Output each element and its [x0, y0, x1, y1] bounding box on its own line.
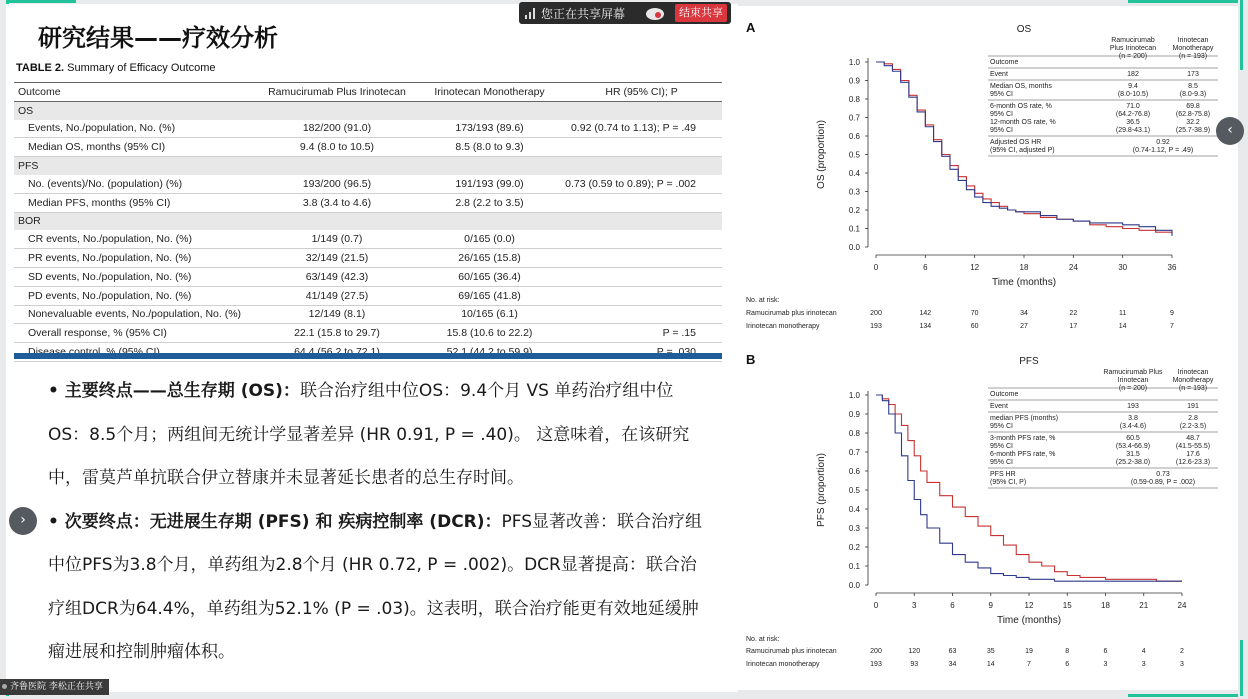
x-tick-label: 18	[1019, 263, 1029, 272]
inset-value: 32.2	[1186, 119, 1200, 126]
table-cell: 1/149 (0.7)	[256, 230, 418, 248]
table-cell: 0.73 (0.59 to 0.89); P = .002	[561, 175, 722, 193]
share-status-text: 您正在共享屏幕	[541, 7, 626, 21]
inset-value: (41.5-55.5)	[1175, 443, 1211, 450]
inset-col-header: Ramucirumab Plus	[1103, 369, 1163, 376]
inset-value: (8.0-9.3)	[1179, 91, 1207, 98]
table-cell: Events, No./population, No. (%)	[14, 120, 256, 138]
table-section-row	[14, 157, 722, 175]
x-tick-label: 15	[1062, 601, 1072, 610]
risk-value: 34	[948, 661, 957, 668]
inset-value: 69.8	[1186, 103, 1200, 110]
inset-value: 182	[1127, 71, 1139, 78]
y-tick-label: 0.6	[848, 467, 860, 476]
inset-value: 17.6	[1186, 451, 1200, 458]
table-cell: 32/149 (21.5)	[256, 249, 418, 268]
table-cell	[561, 286, 722, 305]
table-cell: OS	[14, 101, 256, 119]
bullet-item	[48, 370, 708, 501]
inset-row-label: Outcome	[990, 59, 1019, 66]
inset-row-label: PFS HR	[990, 471, 1016, 478]
risk-value: 63	[948, 648, 957, 655]
table-row	[14, 193, 722, 212]
table-cell: 191/193 (99.0)	[418, 175, 561, 193]
risk-value: 2	[1180, 648, 1184, 655]
bullet-item	[48, 501, 708, 675]
inset-value: (29.8-43.1)	[1115, 127, 1151, 134]
table-cell: 193/200 (96.5)	[256, 175, 418, 193]
table-cell: PR events, No./population, No. (%)	[14, 249, 256, 268]
inset-row-label: 95% CI	[990, 91, 1013, 98]
corner-accent	[1240, 640, 1243, 696]
risk-table-title: No. at risk:	[746, 636, 780, 643]
table-cell	[561, 212, 722, 230]
inset-row-label: 95% CI	[990, 127, 1013, 134]
inset-value: (2.2-3.5)	[1179, 423, 1207, 430]
risk-value: 200	[870, 310, 882, 317]
y-tick-label: 0.7	[848, 448, 860, 457]
y-tick-label: 1.0	[848, 58, 860, 67]
x-tick-label: 24	[1177, 601, 1187, 610]
risk-value: 3	[1141, 661, 1146, 668]
y-tick-label: 0.6	[848, 132, 860, 141]
corner-accent	[6, 0, 76, 3]
table-cell: 12/149 (8.1)	[256, 305, 418, 324]
column-header: Irinotecan Monotherapy	[418, 83, 561, 102]
bullet-text: 联合治疗组中位OS：9.4个月 VS 单药治疗组中位OS：8.5个月；两组间无统计学显著差异 (HR 0.91, P = .40)。 这意味着，在该研究中，雷莫芦单抗联合伊立替康并未显著延长患者的总生存时间。	[48, 381, 690, 488]
corner-accent	[1128, 0, 1238, 3]
table-cell: 9.4 (8.0 to 10.5)	[256, 138, 418, 157]
inset-value: 3.8	[1128, 415, 1138, 422]
y-tick-label: 0.4	[848, 169, 860, 178]
inset-col-header: (n = 193)	[1178, 385, 1208, 392]
bullet-heading: • 次要终点：无进展生存期 (PFS) 和 疾病控制率 (DCR)：	[48, 511, 502, 532]
inset-row-label: (95% CI, adjusted P)	[990, 147, 1055, 154]
table-row	[14, 120, 722, 138]
table-row	[14, 249, 722, 268]
table-cell	[561, 138, 722, 157]
y-tick-label: 0.5	[848, 486, 860, 495]
table-row	[14, 230, 722, 248]
table-cell: Median PFS, months (95% CI)	[14, 193, 256, 212]
inset-value: (25.7-38.9)	[1175, 127, 1211, 134]
table-header-row	[14, 83, 722, 102]
table-row	[14, 286, 722, 305]
inset-value: 9.4	[1128, 83, 1138, 90]
risk-value: 120	[908, 648, 921, 655]
table-row	[14, 175, 722, 193]
x-tick-label: 12	[1024, 601, 1034, 610]
x-tick-label: 30	[1118, 263, 1128, 272]
risk-value: 93	[910, 661, 919, 668]
signal-icon	[525, 7, 537, 19]
efficacy-table	[14, 82, 722, 362]
inset-row-label: 95% CI	[990, 443, 1013, 450]
table-cell	[256, 212, 418, 230]
x-tick-label: 6	[950, 601, 955, 610]
inset-value: 71.0	[1126, 103, 1140, 110]
table-cell: PD events, No./population, No. (%)	[14, 286, 256, 305]
table-cell	[418, 101, 561, 119]
risk-value: 6	[1103, 648, 1108, 655]
risk-value: 7	[1027, 661, 1031, 668]
inset-value: (25.2-38.0)	[1115, 459, 1151, 466]
table-cell: 182/200 (91.0)	[256, 120, 418, 138]
risk-value: 142	[919, 310, 932, 317]
bullet-list	[48, 370, 708, 675]
inset-row-label: (95% CI, P)	[990, 479, 1027, 486]
risk-value: 60	[970, 323, 979, 330]
y-tick-label: 0.4	[848, 505, 860, 514]
table-cell	[561, 101, 722, 119]
x-axis-label: Time (months)	[991, 277, 1057, 288]
risk-value: 6	[1065, 661, 1070, 668]
y-tick-label: 0.0	[848, 243, 860, 252]
risk-value: 22	[1069, 310, 1078, 317]
presenter-label	[0, 679, 109, 695]
table-cell: BOR	[14, 212, 256, 230]
table-row	[14, 305, 722, 324]
risk-value: 3	[1103, 661, 1108, 668]
inset-row-label: 95% CI	[990, 423, 1013, 430]
risk-row-label: Irinotecan monotherapy	[746, 323, 820, 330]
y-tick-label: 0.1	[848, 224, 860, 234]
table-row	[14, 267, 722, 286]
risk-value: 8	[1065, 648, 1070, 655]
inset-row-label: Outcome	[990, 391, 1019, 398]
table-cell	[256, 157, 418, 175]
table-cell: 0.92 (0.74 to 1.13); P = .49	[561, 120, 722, 138]
table-cell	[561, 267, 722, 286]
inset-value: 36.5	[1126, 119, 1140, 126]
y-tick-label: 0.2	[848, 206, 860, 215]
inset-row-label: Median OS, months	[990, 83, 1052, 90]
x-tick-label: 24	[1068, 263, 1078, 272]
risk-value: 11	[1119, 310, 1127, 317]
table-cell: Overall response, % (95% CI)	[14, 324, 256, 343]
x-tick-label: 12	[970, 263, 980, 272]
inset-row-label: Event	[990, 71, 1008, 78]
inset-col-header: (n = 193)	[1178, 53, 1208, 60]
table-cell: CR events, No./population, No. (%)	[14, 230, 256, 248]
inset-row-label: 6-month OS rate, %	[990, 103, 1052, 110]
risk-value: 17	[1069, 323, 1078, 330]
risk-row-label: Ramucirumab plus irinotecan	[746, 648, 837, 655]
table-cell: 10/165 (6.1)	[418, 305, 561, 324]
inset-row-label: 95% CI	[990, 111, 1013, 118]
table-cell: 63/149 (42.3)	[256, 267, 418, 286]
table-cell: 8.5 (8.0 to 9.3)	[418, 138, 561, 157]
table-cell: 26/165 (15.8)	[418, 249, 561, 268]
table-row	[14, 138, 722, 157]
presenter-label-text: 齐鲁医院 李松正在共享	[10, 682, 103, 692]
chart-title: OS	[1016, 24, 1032, 35]
risk-value: 35	[986, 648, 995, 655]
table-cell: 0/165 (0.0)	[418, 230, 561, 248]
inset-value: 0.92	[1156, 139, 1170, 146]
cloud-icon[interactable]	[645, 6, 665, 20]
inset-value: 60.5	[1126, 435, 1140, 442]
screen-share-bar	[519, 2, 731, 24]
inset-col-header: Plus Irinotecan	[1109, 45, 1157, 52]
inset-value: (62.8-75.8)	[1175, 111, 1211, 118]
table-cell: 60/165 (36.4)	[418, 267, 561, 286]
y-tick-label: 0.2	[848, 543, 860, 552]
table-cell: 173/193 (89.6)	[418, 120, 561, 138]
table-cell: Median OS, months (95% CI)	[14, 138, 256, 157]
table-cell: SD events, No./population, No. (%)	[14, 267, 256, 286]
column-header: HR (95% CI); P	[561, 83, 722, 102]
inset-value: (0.59-0.89, P = .002)	[1130, 479, 1196, 486]
y-tick-label: 0.0	[848, 581, 860, 590]
prev-slide-button[interactable]	[9, 507, 37, 535]
x-tick-label: 21	[1139, 601, 1149, 610]
x-tick-label: 9	[988, 601, 993, 610]
column-header: Ramucirumab Plus Irinotecan	[256, 83, 418, 102]
y-tick-label: 0.3	[848, 524, 860, 533]
inset-value: 2.8	[1188, 415, 1198, 422]
end-share-button[interactable]: 结束共享	[675, 4, 727, 22]
inset-value: (64.2-76.8)	[1115, 111, 1151, 118]
inset-col-header: Irinotecan	[1177, 37, 1209, 44]
inset-value: (53.4-66.9)	[1115, 443, 1151, 450]
table-cell	[418, 157, 561, 175]
chevron-right-icon: ›	[20, 512, 26, 528]
table-cell	[561, 157, 722, 175]
table-cell: 15.8 (10.6 to 22.2)	[418, 324, 561, 343]
inset-col-header: (n = 200)	[1118, 53, 1148, 60]
inset-col-header: (n = 200)	[1118, 385, 1148, 392]
inset-col-header: Ramucirumab	[1111, 37, 1155, 44]
table-cell: 2.8 (2.2 to 3.5)	[418, 193, 561, 212]
inset-col-header: Monotherapy	[1172, 377, 1214, 384]
table-cell	[418, 212, 561, 230]
y-tick-label: 0.9	[848, 410, 860, 419]
inset-col-header: Irinotecan	[1117, 377, 1149, 384]
inset-col-header: Monotherapy	[1172, 45, 1214, 52]
risk-value: 19	[1025, 648, 1033, 655]
chevron-left-icon: ‹	[1227, 122, 1233, 138]
inset-row-label: 12-month OS rate, %	[990, 119, 1056, 126]
y-tick-label: 0.5	[848, 150, 860, 160]
risk-table-title: No. at risk:	[746, 297, 780, 304]
inset-value: 48.7	[1186, 435, 1200, 442]
table-caption	[16, 62, 216, 74]
inset-row-label: 6-month PFS rate, %	[990, 451, 1056, 458]
bullet-text: PFS显著改善：联合治疗组中位PFS为3.8个月，单药组为2.8个月 (HR 0.72, P = .002)。DCR显著提高：联合治疗组DCR为64.4%，单药组为52.1% (P = .03)。这表明，联合治疗能更有效地延缓肿瘤进展和控制肿瘤体积。	[48, 511, 703, 662]
table-section-row	[14, 101, 722, 119]
x-tick-label: 18	[1101, 601, 1110, 610]
inset-value: (3.4-4.6)	[1119, 423, 1147, 430]
risk-value: 4	[1141, 648, 1146, 655]
risk-value: 27	[1020, 323, 1028, 330]
column-header: Outcome	[14, 83, 256, 102]
inset-row-label: Event	[990, 403, 1008, 410]
risk-row-label: Irinotecan monotherapy	[746, 661, 820, 668]
table-cell: 22.1 (15.8 to 29.7)	[256, 324, 418, 343]
inset-value: 0.73	[1156, 471, 1170, 478]
y-tick-label: 0.8	[848, 429, 860, 438]
presenter-dot-icon	[2, 684, 7, 689]
y-tick-label: 0.3	[848, 187, 860, 197]
y-axis-label: PFS (proportion)	[816, 453, 827, 527]
inset-row-label: median PFS (months)	[990, 415, 1059, 422]
panel-letter: B	[746, 352, 756, 367]
risk-value: 9	[1170, 310, 1174, 317]
table-caption-number: TABLE 2.	[16, 62, 65, 74]
y-tick-label: 0.1	[848, 562, 860, 571]
x-tick-label: 36	[1167, 263, 1177, 272]
risk-value: 14	[1118, 323, 1127, 330]
risk-row-label: Ramucirumab plus irinotecan	[746, 310, 837, 317]
risk-value: 134	[919, 323, 932, 330]
table-cell: 3.8 (3.4 to 4.6)	[256, 193, 418, 212]
risk-value: 3	[1180, 661, 1184, 668]
table-cell	[561, 230, 722, 248]
corner-accent	[1128, 694, 1238, 697]
inset-row-label: Adjusted OS HR	[990, 139, 1042, 146]
table-cell: 41/149 (27.5)	[256, 286, 418, 305]
panel-letter: A	[746, 20, 756, 35]
inset-row-label: 95% CI	[990, 459, 1013, 466]
table-cell	[256, 101, 418, 119]
risk-value: 193	[870, 323, 882, 330]
inset-value: (0.74-1.12, P = .49)	[1132, 147, 1194, 154]
inset-value: 173	[1187, 71, 1199, 78]
km-figure	[736, 6, 1238, 690]
risk-value: 200	[870, 648, 882, 655]
risk-value: 70	[970, 310, 979, 317]
table-cell	[561, 249, 722, 268]
risk-value: 7	[1170, 323, 1174, 330]
bullet-heading: • 主要终点——总生存期 (OS)：	[48, 381, 300, 401]
risk-value: 34	[1020, 310, 1028, 317]
table-bottom-rule	[14, 353, 722, 359]
table-caption-text: Summary of Efficacy Outcome	[67, 62, 216, 74]
y-tick-label: 0.8	[848, 95, 860, 104]
inset-value: 191	[1187, 403, 1199, 410]
risk-value: 193	[870, 661, 882, 668]
inset-value: (12.6-23.3)	[1175, 459, 1211, 466]
inset-value: 193	[1127, 403, 1139, 410]
inset-value: (8.0-10.5)	[1117, 91, 1149, 98]
inset-value: 31.5	[1126, 451, 1140, 458]
chart-title: PFS	[1019, 356, 1039, 367]
table-cell	[561, 305, 722, 324]
corner-accent	[1240, 0, 1243, 70]
inset-value: 8.5	[1188, 83, 1198, 90]
x-tick-label: 6	[923, 263, 928, 272]
table-section-row	[14, 212, 722, 230]
y-tick-label: 0.9	[848, 76, 860, 86]
y-tick-label: 1.0	[848, 391, 860, 400]
inset-col-header: Irinotecan	[1177, 369, 1209, 376]
x-tick-label: 3	[912, 601, 917, 610]
inset-row-label: 3-month PFS rate, %	[990, 435, 1056, 442]
x-tick-label: 0	[873, 263, 879, 272]
table-cell: P = .15	[561, 324, 722, 343]
risk-value: 14	[986, 661, 995, 668]
table-cell: No. (events)/No. (population) (%)	[14, 175, 256, 193]
slide-title: 研究结果——疗效分析	[38, 24, 278, 52]
x-tick-label: 0	[873, 601, 879, 610]
y-axis-label: OS (proportion)	[816, 120, 827, 189]
collapse-panel-button[interactable]	[1216, 117, 1244, 145]
table-cell: Nonevaluable events, No./population, No. (%)	[14, 305, 256, 324]
table-cell: 69/165 (41.8)	[418, 286, 561, 305]
table-cell: PFS	[14, 157, 256, 175]
table-cell	[561, 193, 722, 212]
y-tick-label: 0.7	[848, 113, 860, 123]
x-axis-label: Time (months)	[996, 615, 1062, 626]
table-row	[14, 324, 722, 343]
